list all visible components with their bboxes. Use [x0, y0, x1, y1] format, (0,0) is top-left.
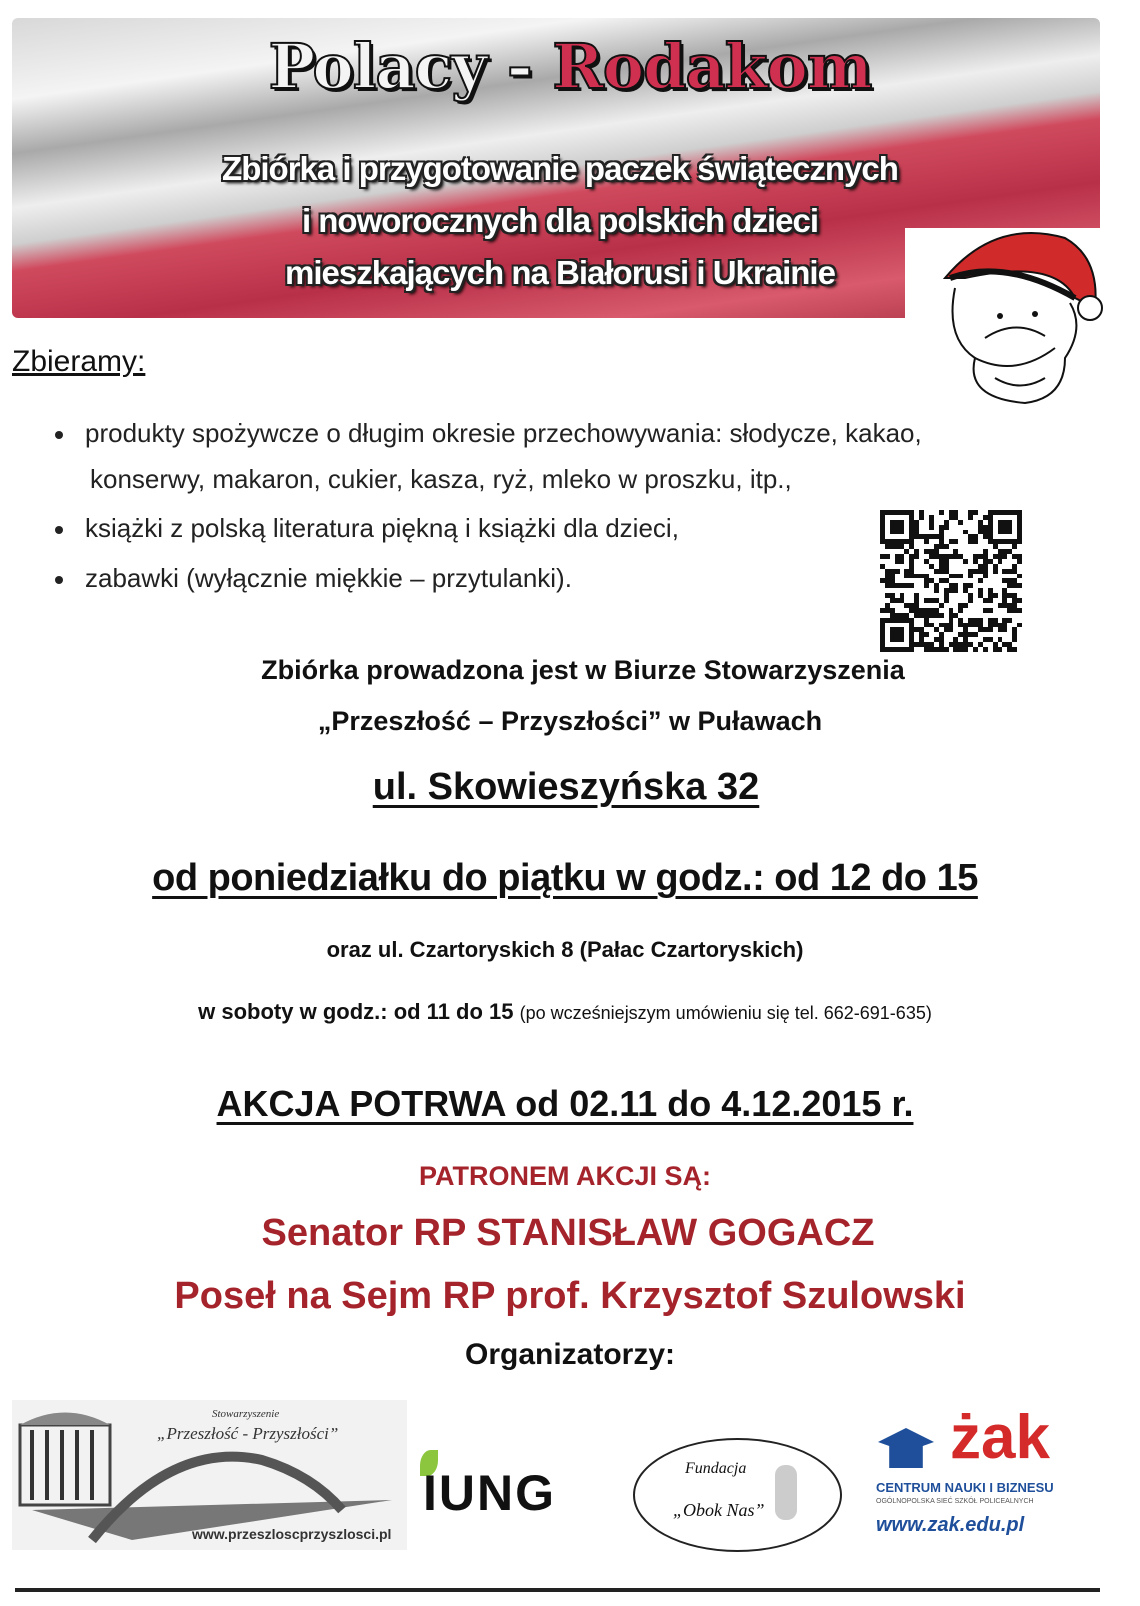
logo-url: www.przeszloscprzyszlosci.pl: [192, 1526, 392, 1542]
collect-heading: Zbieramy:: [12, 345, 146, 378]
logo-text: IUNG: [423, 1465, 556, 1521]
patron-name: Poseł na Sejm RP prof. Krzysztof Szulowski: [174, 1275, 966, 1317]
logo-text: żak: [950, 1403, 1050, 1472]
list-item: [55, 418, 922, 449]
saturday-note: (po wcześniejszym umówieniu się tel. 662-691-635): [519, 1003, 932, 1023]
bullet-icon: [55, 576, 63, 584]
logo-text: „Obok Nas”: [673, 1500, 765, 1520]
saturday-hours-text: w soboty w godz.: od 11 do 15: [198, 999, 514, 1024]
subtitle-line: mieszkających na Białorusi i Ukrainie: [285, 254, 835, 291]
figure-icon: [775, 1465, 797, 1520]
footer-divider: [15, 1588, 1100, 1592]
opening-hours: od poniedziałku do piątku w godz.: od 12 do 15: [152, 857, 978, 899]
saturday-hours: [0, 999, 1130, 1025]
qr-code[interactable]: [880, 510, 1022, 652]
logo-text: „Przeszłość - Przyszłości”: [157, 1424, 339, 1443]
logo-text: Stowarzyszenie: [212, 1408, 280, 1420]
graduation-cap-icon: [878, 1428, 934, 1468]
bullet-icon: [55, 431, 63, 439]
address: ul. Skowieszyńska 32: [372, 766, 760, 808]
list-item: [55, 563, 572, 594]
patron-name: Senator RP STANISŁAW GOGACZ: [261, 1212, 875, 1254]
list-item-text: zabawki (wyłącznie miękkie – przytulanki).: [85, 563, 572, 593]
logo-url: www.zak.edu.pl: [876, 1514, 1025, 1536]
patrons-heading: PATRONEM AKCJI SĄ:: [418, 1161, 711, 1191]
location-line1: Zbiórka prowadzona jest w Biurze Stowarzyszenia: [261, 655, 905, 685]
list-item-text: książki z polską literatura piękną i książki dla dzieci,: [85, 513, 679, 543]
list-item: [55, 513, 679, 544]
bullet-icon: [55, 526, 63, 534]
logo-przeszlosc-przyszlosci[interactable]: [12, 1400, 407, 1550]
list-item-text: konserwy, makaron, cukier, kasza, ryż, mleko w proszku, itp.,: [90, 464, 792, 494]
list-item-text: produkty spożywcze o długim okresie przechowywania: słodycze, kakao,: [85, 418, 922, 448]
santa-icon: [905, 218, 1115, 408]
campaign-period: AKCJA POTRWA od 02.11 do 4.12.2015 r.: [216, 1083, 914, 1124]
title-part1: Polacy: [268, 30, 487, 103]
logo-zak[interactable]: [870, 1403, 1085, 1550]
logo-text: CENTRUM NAUKI I BIZNESU: [876, 1480, 1054, 1495]
subtitle-line: i noworocznych dla polskich dzieci: [301, 202, 819, 239]
organizers-heading: Organizatorzy:: [464, 1338, 676, 1371]
logo-fundacja-obok-nas[interactable]: [633, 1438, 842, 1552]
logo-text: OGÓLNOPOLSKA SIEĆ SZKÓŁ POLICEALNYCH: [876, 1498, 1034, 1505]
qr-module: [1017, 647, 1022, 652]
logo-iung[interactable]: [415, 1450, 615, 1520]
location-line2: „Przeszłość – Przyszłości” w Puławach: [317, 706, 823, 736]
subtitle-line: Zbiórka i przygotowanie paczek świątecznych: [222, 150, 898, 187]
title-part2: Rodakom: [552, 30, 872, 103]
poster-title: [0, 30, 1140, 103]
logo-text: Fundacja: [685, 1460, 747, 1477]
title-separator: -: [486, 30, 553, 103]
alt-address: oraz ul. Czartoryskich 8 (Pałac Czartoryskich): [326, 937, 804, 962]
